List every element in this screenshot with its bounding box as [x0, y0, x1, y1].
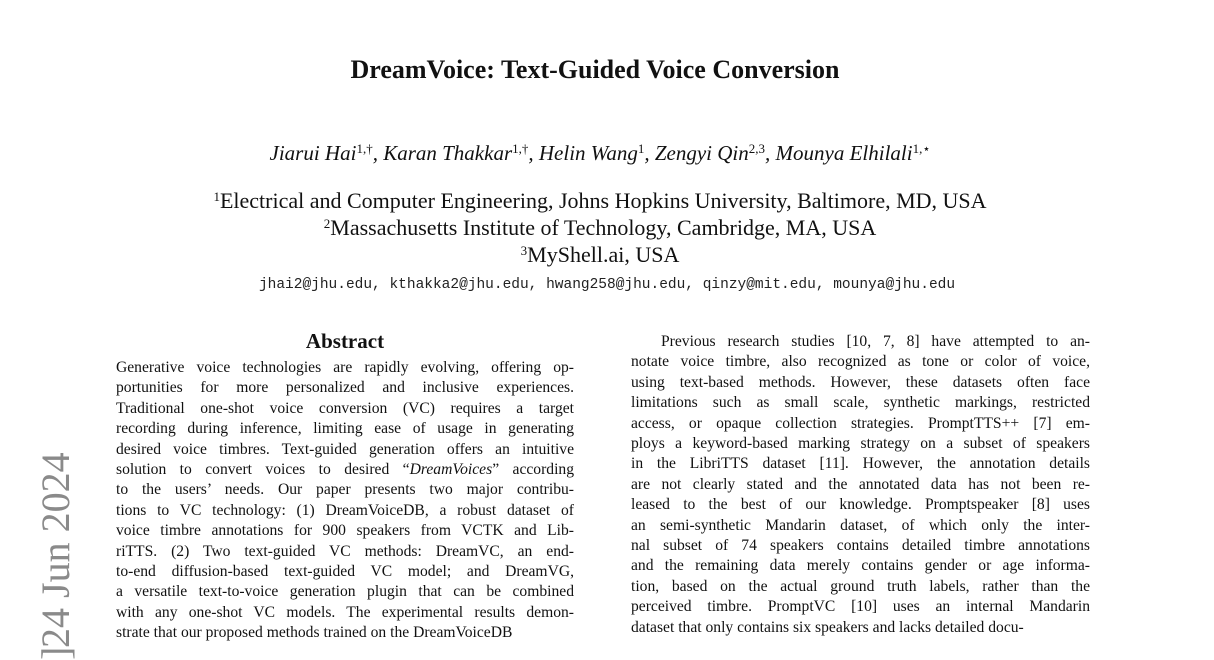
author-list: [0, 140, 1200, 166]
abstract-line: tions to VC technology: (1) DreamVoiceDB, a robust dataset of: [116, 501, 574, 519]
abstract-line: voice timbre annotations for 900 speakers from VCTK and Lib-: [116, 522, 574, 540]
abstract-line: desired voice timbres. Text-guided generation offers an intuitive: [116, 440, 574, 458]
arxiv-stamp-bracket: [33, 620, 78, 660]
author-affiliation-marker: 2,3: [748, 141, 766, 156]
affiliation-2-marker: 2: [323, 216, 331, 231]
abstract-line: with any one-shot VC models. The experimental results demon-: [116, 603, 574, 621]
author-emails: jhai2@jhu.edu, kthakka2@jhu.edu, hwang258@jhu.edu, qinzy@mit.edu, mounya@jhu.edu: [258, 277, 956, 293]
abstract-line: to-end diffusion-based text-guided VC model; and DreamVG,: [116, 563, 574, 581]
body-text-line: ploys a keyword-based marking strategy on a subset of speakers: [631, 435, 1090, 453]
arxiv-date-stamp: [26, 410, 86, 648]
abstract-line: a versatile text-to-voice generation plugin that can be combined: [116, 583, 574, 601]
body-text-line: access, or opaque collection strategies. PromptTTS++ [7] em-: [631, 414, 1090, 432]
abstract-heading: Abstract: [305, 329, 385, 353]
body-text-line: nal subset of 74 speakers contains detailed timbre annotations: [631, 537, 1090, 555]
abstract-line: strate that our proposed methods trained on the DreamVoiceDB: [116, 624, 513, 642]
body-text-line: leased to the best of our knowledge. Promptspeaker [8] uses: [631, 496, 1090, 514]
author-name: Karan Thakkar: [383, 141, 513, 165]
affiliation-3-marker: 3: [520, 243, 528, 258]
affiliation-1: [0, 188, 1200, 214]
author-separator: ,: [644, 141, 655, 165]
right-column-body: [631, 332, 1090, 638]
body-text-line: tion, based on the actual ground truth labels, rather than the: [631, 577, 1090, 595]
affiliation-3: [0, 242, 1200, 268]
author-separator: ,: [765, 141, 776, 165]
arxiv-date-text: 24 Jun 2024: [33, 452, 78, 648]
body-text-line: limitations such as small scale, synthetic markings, restricted: [631, 394, 1090, 412]
author-name: Zengyi Qin: [654, 141, 749, 165]
author-affiliation-marker: 1: [637, 141, 645, 156]
arxiv-bracket-text: ]: [33, 646, 78, 660]
author-affiliation-marker: 1,†: [512, 141, 529, 156]
paper-title: DreamVoice: Text-Guided Voice Conversion: [350, 55, 840, 84]
body-text-line: using text-based methods. However, these datasets often face: [631, 373, 1090, 391]
author-affiliation-marker: 1,†: [356, 141, 373, 156]
emphasized-term: DreamVoices: [409, 461, 493, 479]
abstract-line: Traditional one-shot voice conversion (VC) requires a target: [116, 399, 574, 417]
body-text-line: notate voice timbre, also recognized as tone or color of voice,: [631, 353, 1090, 371]
affiliation-1-text: Electrical and Computer Engineering, Johns Hopkins University, Baltimore, MD, USA: [219, 188, 987, 213]
affiliation-2-text: Massachusetts Institute of Technology, Cambridge, MA, USA: [330, 215, 877, 240]
body-text-line: perceived timbre. PromptVC [10] uses an internal Mandarin: [631, 598, 1090, 616]
abstract-line: recording during inference, limiting ease of usage in generating: [116, 420, 574, 438]
body-text-line: and the remaining data merely contains gender or age informa-: [631, 557, 1090, 575]
author-affiliation-marker: 1,⋆: [912, 141, 931, 156]
author-separator: ,: [528, 141, 539, 165]
body-text-line: Previous research studies [10, 7, 8] have attempted to an-: [661, 333, 1090, 350]
body-text-line: in the LibriTTS dataset [11]. However, the annotation details: [631, 455, 1090, 473]
author-name: Jiarui Hai: [269, 141, 357, 165]
author-separator: ,: [372, 141, 384, 165]
affiliation-3-text: MyShell.ai, USA: [527, 242, 680, 267]
abstract-line: riTTS. (2) Two text-guided VC methods: DreamVC, an end-: [116, 542, 574, 560]
author-name: Helin Wang: [538, 141, 638, 165]
abstract-line: solution to convert voices to desired “DreamVoices” according: [116, 461, 575, 479]
abstract-body: [116, 358, 574, 644]
author-name: Mounya Elhilali: [775, 141, 913, 165]
body-text-line: dataset that only contains six speakers and lacks detailed docu-: [631, 618, 1024, 636]
body-text-line: are not clearly stated and the annotated data has not been re-: [631, 475, 1090, 493]
body-text-line: an semi-synthetic Mandarin dataset, of which only the inter-: [631, 516, 1090, 534]
abstract-line: portunities for more personalized and inclusive experiences.: [116, 379, 574, 397]
abstract-line: Generative voice technologies are rapidly evolving, offering op-: [116, 359, 574, 376]
affiliation-2: [0, 215, 1200, 241]
affiliation-1-marker: 1: [213, 189, 220, 204]
abstract-line: to the users’ needs. Our paper presents two major contribu-: [116, 481, 574, 499]
